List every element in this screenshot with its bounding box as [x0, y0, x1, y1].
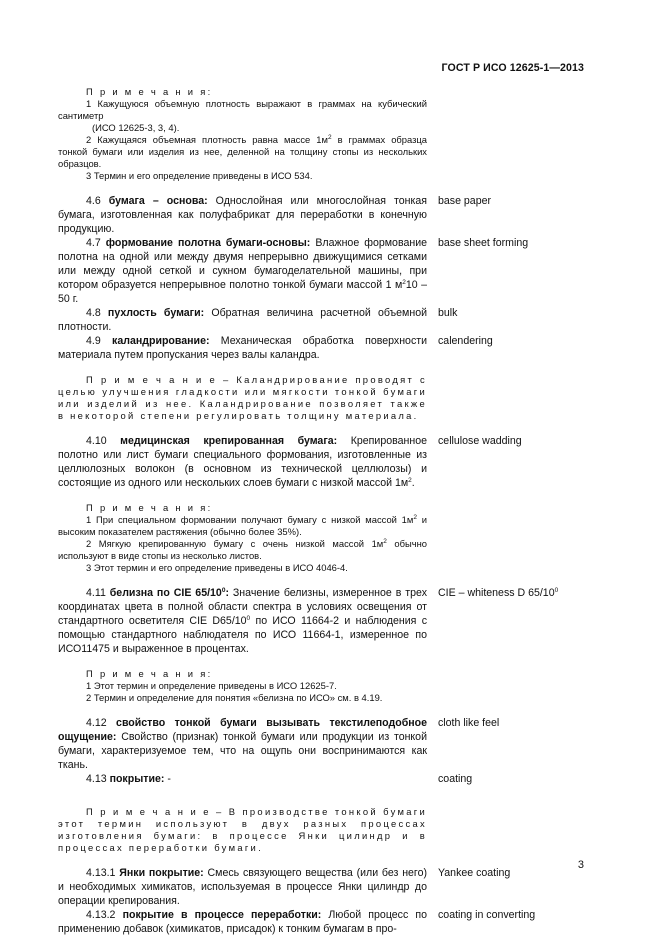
definition-text: 4.13 покрытие: - — [86, 773, 171, 785]
definition-text: 4.7 формование полотна бумаги-основы: Влажное формование полотна на одной или между двумя непрерывно движущимися сетками или между одной сеткой и сукном бумагоделательной машины, при котором образуется непрерывное полотно тонкой бумаги массой 1 $м^210 - 50$ г. — [58, 237, 427, 305]
english-term: Yankee coating — [438, 867, 511, 879]
note-item: 3 Этот термин и его определение приведены в ИСО 4046-4. — [86, 562, 348, 573]
note-title: П р и м е ч а н и е – Каландрирование проводят с целью улучшения гладкости или мягкости тонкой бумаги или изделий из нее. Каландрирование позволяет также в некоторой степени регулировать толщину материала. — [58, 374, 427, 421]
definition-entry — [58, 586, 578, 656]
definition-entry — [58, 194, 578, 236]
english-term: CIE – whiteness D $65/10^0$ — [438, 587, 559, 599]
definition-entry — [58, 866, 578, 908]
note-block — [58, 86, 578, 182]
definition-entry — [58, 908, 578, 936]
definition-text: 4.12 свойство тонкой бумаги вызывать текстилеподобное ощущение: Свойство (признак) тонкой бумаги или продукции из тонкой бумаги, характеризуемое тем, что на ощупь они воспринимаются как ткань. — [58, 717, 427, 771]
english-term: coating in converting — [438, 909, 536, 921]
definition-entry — [58, 334, 578, 362]
note-title: П р и м е ч а н и я: — [86, 86, 213, 97]
note-item: 1 Этот термин и определение приведены в ИСО 12625-7. — [86, 680, 337, 691]
definition-text: 4.11 белизна по CIE $65/10^0$: Значение белизны, измеренное в трех координатах цвета в полной области спектра в условиях освещения от стандартного осветителя CIE $D65/10^0$ по ИСО 11664-2 и наблюдения с помощью стандартного наблюдателя по ИСО 11664-1, измеренное по ИСО11475 и выраженное в процентах. — [58, 587, 427, 655]
definition-text: 4.13.2 покрытие в процессе переработки: Любой процесс по применению добавок (химикатов, присадок) к тонким бумагам в про- — [58, 909, 427, 935]
english-term: cellulose wadding — [438, 435, 522, 447]
note-item: 1 При специальном формовании получают бумагу с низкой массой $1м^2$ и высоким показателем растяжения (обычно более 35%). — [58, 514, 427, 537]
definition-entry — [58, 306, 578, 334]
definition-text: 4.13.1 Янки покрытие: Смесь связующего вещества (или без него) и необходимых химикатов, используемая в процессе Янки цилиндр до операции крепирования. — [58, 867, 427, 907]
definition-text: 4.10 медицинская крепированная бумага: Крепированное полотно или лист бумаги специального формования, изготовленные из целлюлозных волокон (в основном из технической целлюлозы) и состоящие из одного или нескольких слоев бумаги с низкой массой $1м^2$. — [58, 435, 427, 489]
note-block — [58, 806, 578, 854]
note-title: П р и м е ч а н и е – В производстве тонкой бумаги этот термин используют в двух разных процессах изготовления бумаги: в процессе Янки цилиндр и в процессах переработки бумаги. — [58, 806, 427, 853]
definition-text: 4.6 бумага – основа: Однослойная или многослойная тонкая бумага, изготовленная как полуфабрикат для переработки в конечную продукцию. — [58, 195, 428, 235]
note-block — [58, 374, 578, 422]
definition-text: 4.8 пухлость бумаги: Обратная величина расчетной объемной плотности. — [58, 307, 428, 333]
english-term: base paper — [438, 195, 492, 207]
note-block — [58, 502, 578, 574]
definition-entry — [58, 236, 578, 306]
definition-text: 4.9 каландрирование: Механическая обработка поверхности материала путем пропускания через валы каландра. — [58, 335, 428, 361]
page-number: 3 — [577, 859, 584, 871]
note-title: П р и м е ч а н и я: — [86, 668, 213, 679]
note-block — [58, 668, 578, 704]
english-term: coating — [438, 773, 473, 785]
english-term: base sheet forming — [438, 237, 529, 249]
note-item: 3 Термин и его определение приведены в ИСО 534. — [86, 170, 313, 181]
note-item: 2 Мягкую крепированную бумагу с очень низкой массой $1м^2$ обычно используют в виде стопы из несколько листов. — [58, 538, 428, 561]
definition-entry — [58, 434, 578, 490]
note-item: 1 Кажущуюся объемную плотность выражают в граммах на кубический сантиметр — [58, 98, 427, 121]
definition-entry — [58, 716, 578, 772]
english-term: cloth like feel — [438, 717, 500, 729]
definition-entry — [58, 772, 578, 786]
english-term: bulk — [438, 307, 458, 319]
document-body — [58, 86, 578, 936]
english-term: calendering — [438, 335, 493, 347]
note-item: (ИСО 12625-3, 3, 4). — [92, 122, 180, 133]
document-header: ГОСТ Р ИСО 12625-1—2013 — [441, 62, 584, 74]
note-title: П р и м е ч а н и я: — [86, 502, 213, 513]
note-item: 2 Термин и определение для понятия «белизна по ИСО» см. в 4.19. — [86, 692, 383, 703]
note-item: 2 Кажущаяся объемная плотность равна массе $1м^2$ в граммах образца тонкой бумаги или изделия из нее, деленной на толщину стопы из нескольких образцов. — [58, 134, 427, 169]
